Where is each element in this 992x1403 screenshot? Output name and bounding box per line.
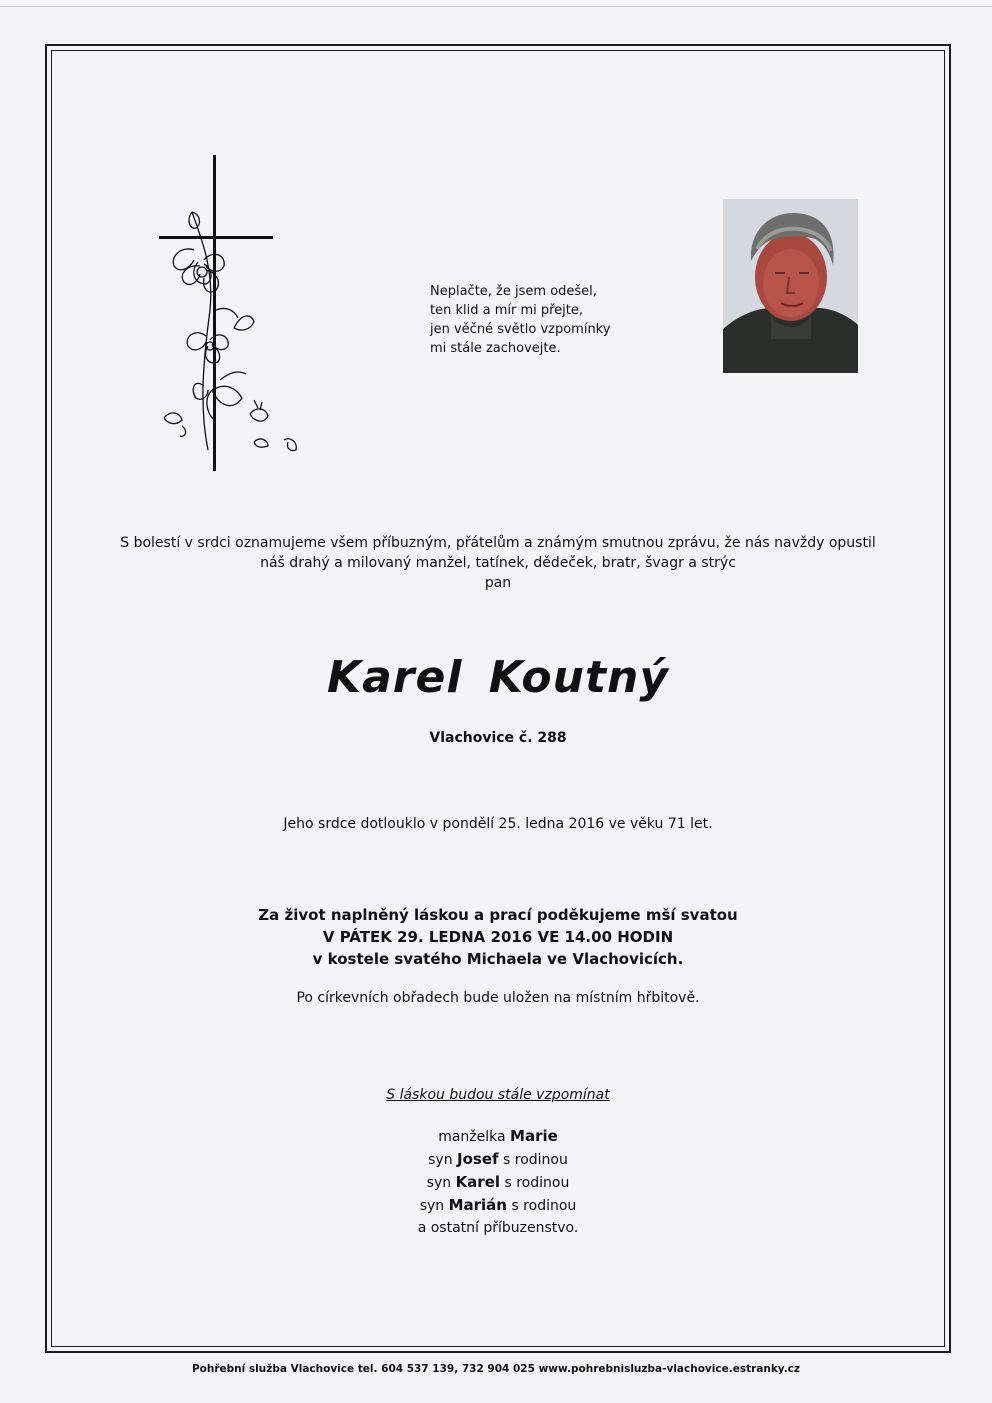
mourner-item: manželka Marie (438, 1127, 558, 1145)
funeral-service-footer: Pohřební služba Vlachovice tel. 604 537 139, 732 904 025 www.pohrebnisluzba-vlachovice.estranky.cz (191, 1363, 801, 1375)
memorial-poem: Neplačte, že jsem odešel, ten klid a mír mi přejte, jen věčné světlo vzpomínky mi stále zachovejte. (430, 284, 611, 356)
scan-edge-line (0, 6, 992, 7)
funeral-info (51, 904, 945, 970)
announcement-line-3: pan (484, 575, 512, 591)
announcement-line-1: S bolestí v srdci oznamujeme všem příbuzným, přátelům a známým smutnou zprávu, že nás navždy opustil (120, 535, 876, 551)
portrait-photo (723, 199, 858, 373)
cross-with-flowers-icon (150, 150, 310, 480)
funeral-line-2: V PÁTEK 29. LEDNA 2016 VE 14.00 HODIN (322, 928, 674, 946)
deceased-address: Vlachovice č. 288 (429, 730, 567, 746)
mourners-heading: S láskou budou stále vzpomínat (386, 1087, 610, 1103)
mourner-item: syn Josef s rodinou (428, 1150, 568, 1168)
deceased-last-name: Koutný (488, 652, 670, 703)
mourner-item-last: a ostatní příbuzenstvo. (417, 1220, 579, 1236)
portrait-image (723, 199, 858, 373)
mourner-item: syn Karel s rodinou (426, 1173, 570, 1191)
burial-text: Po církevních obřadech bude uložen na místním hřbitově. (296, 990, 700, 1006)
announcement (51, 533, 945, 593)
funeral-line-3: v kostele svatého Michaela ve Vlachovicích. (312, 950, 684, 968)
deceased-name (51, 652, 945, 703)
mourners-list (51, 1125, 945, 1239)
mourner-item: syn Marián s rodinou (419, 1196, 577, 1214)
announcement-line-2: náš drahý a milovaný manžel, tatínek, dědeček, bratr, švagr a strýc (260, 555, 736, 571)
funeral-line-1: Za život naplněný láskou a prací poděkujeme mší svatou (258, 906, 738, 924)
death-date-text: Jeho srdce dotlouklo v pondělí 25. ledna 2016 ve věku 71 let. (283, 816, 713, 832)
deceased-first-name: Karel (326, 652, 463, 703)
